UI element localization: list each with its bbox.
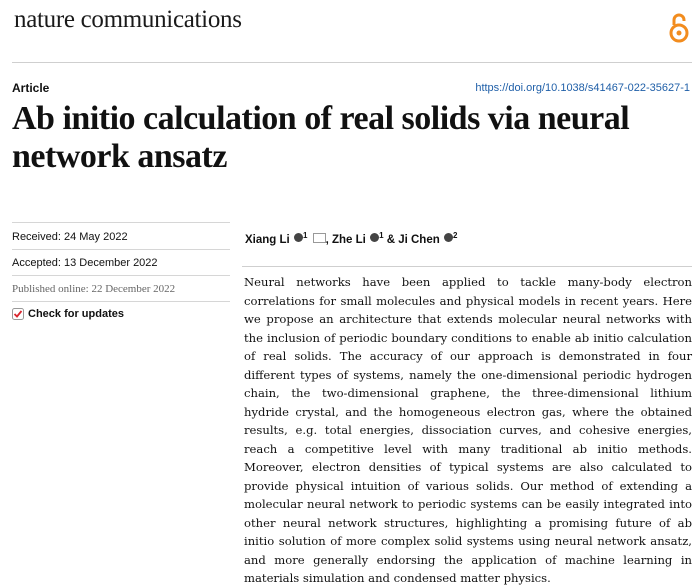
- author-name[interactable]: Ji Chen: [398, 233, 440, 246]
- meta-divider: [12, 249, 230, 250]
- orcid-icon[interactable]: [294, 233, 303, 242]
- envelope-icon[interactable]: [313, 233, 326, 243]
- affiliation-mark: 1: [302, 231, 308, 240]
- meta-divider: [12, 301, 230, 302]
- check-updates-button[interactable]: [12, 308, 230, 320]
- author-name[interactable]: Zhe Li: [331, 233, 366, 246]
- received-date: Received: 24 May 2022: [12, 231, 128, 243]
- orcid-icon[interactable]: [370, 233, 379, 242]
- author-separator: ,: [325, 233, 332, 246]
- author-name[interactable]: Xiang Li: [245, 233, 290, 246]
- open-access-lock-icon: [668, 12, 690, 44]
- accepted-date: Accepted: 13 December 2022: [12, 257, 158, 269]
- doi-link[interactable]: https://doi.org/10.1038/s41467-022-35627-1: [475, 82, 690, 94]
- check-updates-label: Check for updates: [28, 308, 124, 320]
- check-updates-icon: [12, 308, 24, 320]
- abstract-text: Neural networks have been applied to tackle many-body electron correlations for small molecules and physical models in recent years. Here we propose an architecture that extends molecular neural networks with the inclusion of periodic boundary conditions to enable ab initio calculation of real solids. The accuracy of our approach is demonstrated in four different types of systems, namely the one-dimensional periodic hydrogen chain, the two-dimensional graphene, the three-dimensional lithium hydride crystal, and the homogeneous electron gas, where the obtained results, e.g. total energies, dissociation curves, and cohesive energies, reach a competitive level with many traditional ab initio methods. Moreover, electron densities of typical systems are also calculated to provide physical intuition of various solids. Our method of extending a molecular neural network to periodic systems can be easily integrated into other neural network structures, highlighting a promising future of ab initio solution of more complex solid systems using neural network ansatz, and more generally endorsing the application of machine learning in materials simulation and condensed matter physics.: [244, 275, 692, 585]
- article-title: Ab initio calculation of real solids via neural network ansatz: [12, 100, 630, 175]
- abstract-divider: [242, 266, 692, 267]
- meta-divider: [12, 275, 230, 276]
- affiliation-mark: 1: [379, 231, 384, 240]
- affiliation-mark: 2: [452, 231, 458, 240]
- published-date: Published online: 22 December 2022: [12, 283, 176, 295]
- meta-divider: [12, 222, 230, 223]
- orcid-icon[interactable]: [444, 233, 453, 242]
- journal-name[interactable]: nature communications: [14, 6, 242, 33]
- author-separator: &: [383, 233, 399, 246]
- author-list: [245, 231, 457, 246]
- article-type-label: Article: [12, 81, 50, 95]
- header-divider: [12, 62, 692, 63]
